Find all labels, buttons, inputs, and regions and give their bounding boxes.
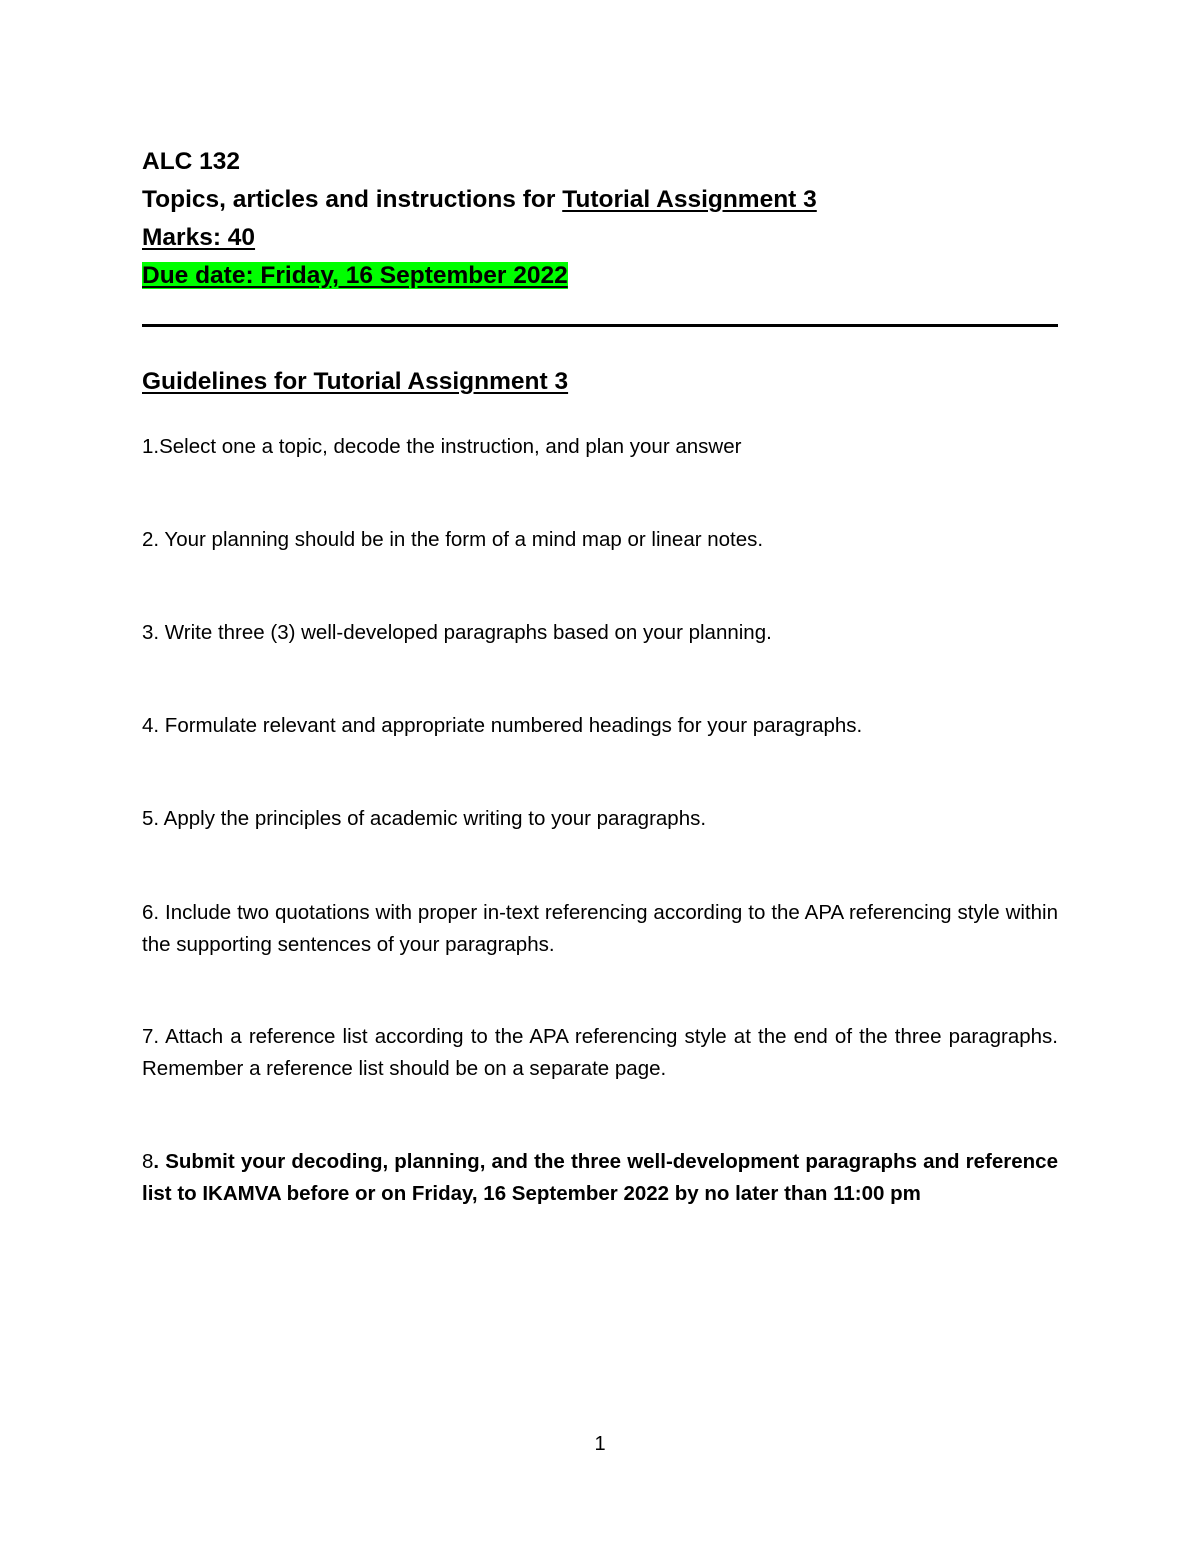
guideline-item-8-text: . Submit your decoding, planning, and the three well-development paragraphs and reference list to IKAMVA before or on Friday, 16 September 2022 by no later than 11:00 pm: [142, 1150, 1058, 1205]
document-header: [142, 143, 1058, 295]
guideline-item-2: 2. Your planning should be in the form of a mind map or linear notes.: [142, 528, 764, 551]
assignment-title-prefix: Topics, articles and instructions for: [142, 186, 563, 213]
marks-label: Marks: 40: [142, 224, 256, 251]
guideline-item-4: 4. Formulate relevant and appropriate numbered headings for your paragraphs.: [142, 714, 863, 737]
guideline-item-8-number: 8: [142, 1150, 154, 1173]
guidelines-heading: Guidelines for Tutorial Assignment 3: [142, 368, 569, 395]
page-number: 1: [594, 1433, 606, 1455]
guideline-item-3: 3. Write three (3) well-developed paragraphs based on your planning.: [142, 621, 772, 644]
course-code: ALC 132: [142, 148, 241, 175]
horizontal-divider: [142, 324, 1058, 327]
due-date-highlight: Due date: Friday, 16 September 2022: [142, 262, 568, 289]
guideline-item-1: 1.Select one a topic, decode the instruction, and plan your answer: [142, 435, 742, 458]
guideline-item-8: [142, 1146, 1058, 1210]
guideline-item-6: 6. Include two quotations with proper in-text referencing according to the APA referencing style within the supporting sentences of your paragraphs.: [142, 901, 1058, 956]
guideline-item-7: 7. Attach a reference list according to the APA referencing style at the end of the three paragraphs. Remember a reference list should be on a separate page.: [142, 1025, 1058, 1080]
assignment-title: [142, 181, 1058, 219]
assignment-title-link: Tutorial Assignment 3: [562, 186, 817, 213]
guideline-item-5: 5. Apply the principles of academic writing to your paragraphs.: [142, 807, 707, 830]
